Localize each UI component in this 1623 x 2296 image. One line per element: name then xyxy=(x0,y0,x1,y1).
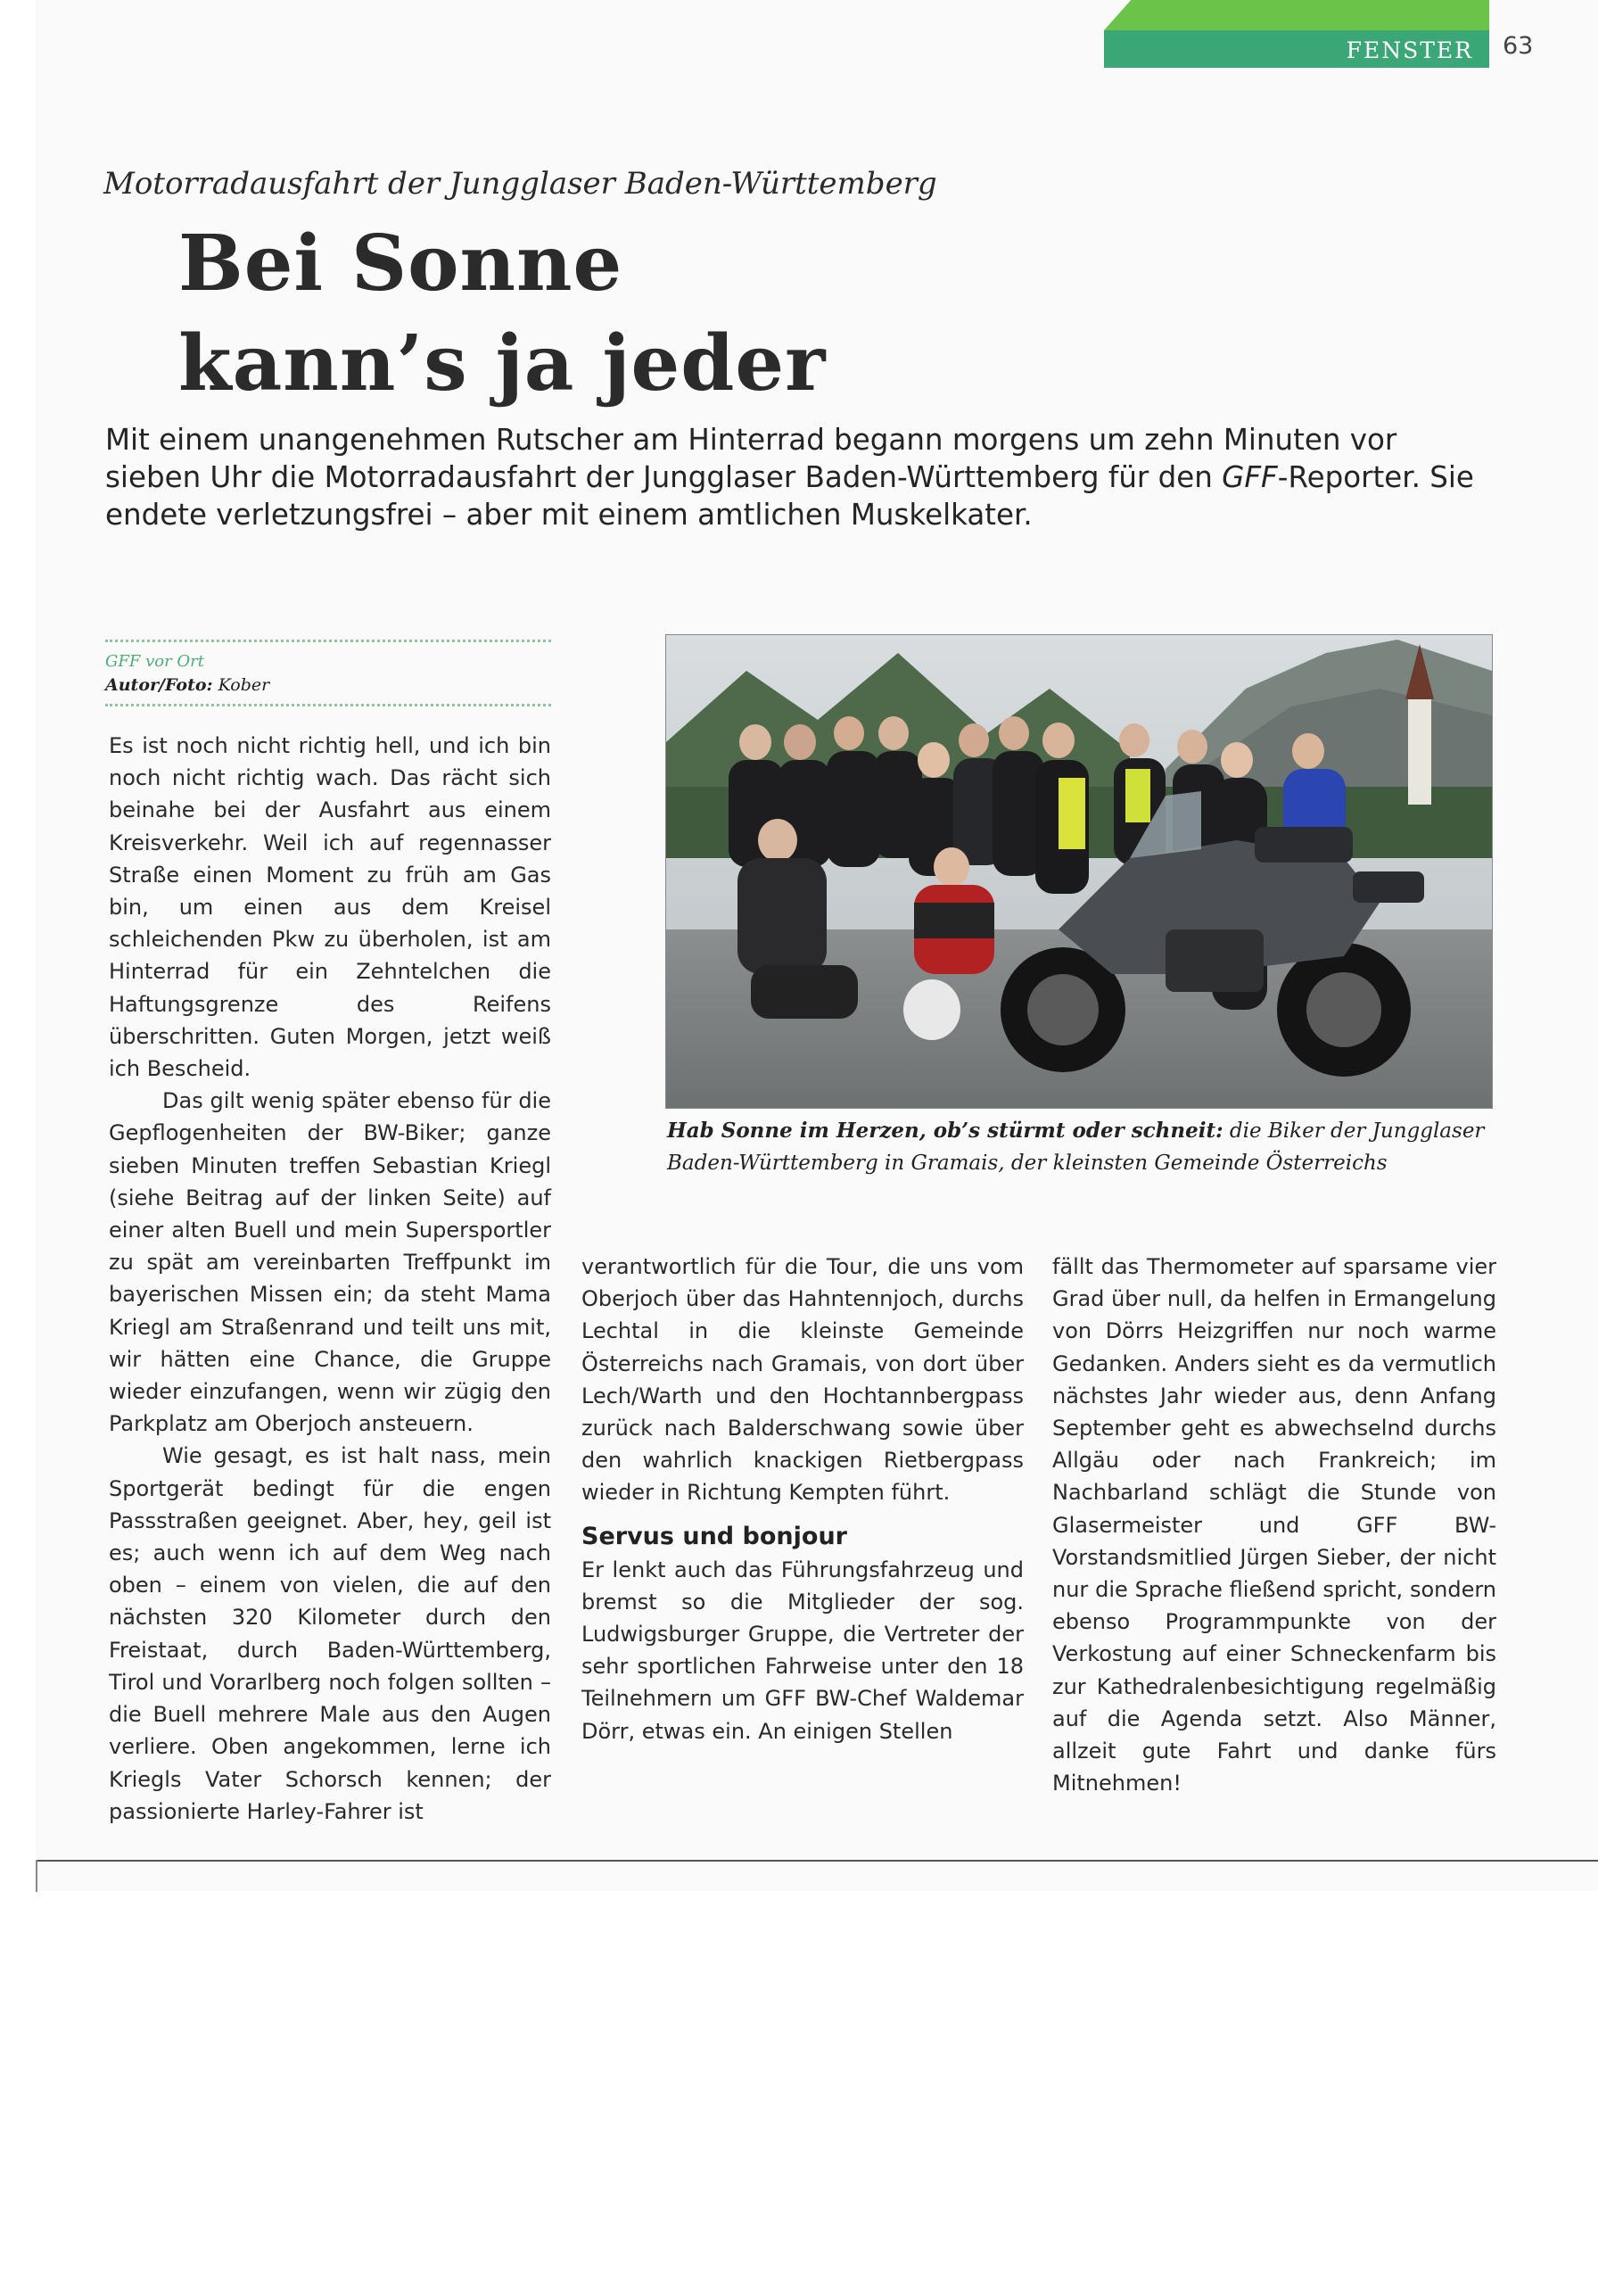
page-number: 63 xyxy=(1503,32,1534,60)
photo-caption xyxy=(667,1115,1487,1179)
body-paragraph: Das gilt wenig später ebenso für die Gepflogenheiten der BW-Biker; ganze sieben Minuten treffen Sebastian Kriegl (siehe Beitrag auf der linken Seite) auf einer alten Buell und mein Supersportler zu spät am vereinbarten Treffpunkt im bayerischen Missen ein; da steht Mama Kriegl am Straßenrand und teilt uns mit, wir hätten eine Chance, die Gruppe wieder einzufangen, wenn wir zügig den Parkplatz am Oberjoch ansteuern. xyxy=(109,1088,551,1437)
article-headline xyxy=(178,214,981,414)
lead-text-1: Mit einem unangenehmen Rutscher am Hinterrad begann morgens um zehn Minuten vor sieben Uhr die Motorradausfahrt der Jungglaser Baden-Württemberg für den xyxy=(105,423,1397,494)
page-corner-mark xyxy=(36,1860,37,1892)
page-bottom-rule xyxy=(36,1860,1598,1862)
section-label: FENSTER xyxy=(1346,37,1473,63)
body-paragraph: Er lenkt auch das Führungsfahrzeug und bremst so die Mitglieder der sog. Ludwigsburger Gruppe, die Vertreter der sehr sportlichen Fahrweise unter den 18 Teilnehmern um GFF BW-Chef Waldemar Dörr, etwas ein. An einigen Stellen xyxy=(581,1557,1024,1744)
section-tab xyxy=(1104,30,1489,68)
body-paragraph: Es ist noch nicht richtig hell, und ich bin noch nicht richtig wach. Das rächt sich beinahe bei der Ausfahrt aus einem Kreisverkehr. Weil ich auf regennasser Straße einen Moment zu früh am Gas bin, um einen aus dem Kreisel schleichenden Pkw zu überholen, ist am Hinterrad für ein Zehntelchen die Haftungsgrenze des Reifens überschritten. Guten Morgen, jetzt weiß ich Bescheid. xyxy=(109,733,551,1082)
body-column-3 xyxy=(1052,1251,1496,1799)
bikers-group-photo-icon xyxy=(666,635,1492,1108)
byline-divider-bottom xyxy=(105,704,551,706)
caption-text: die Biker der Jungglaser Baden-Württemberg in Gramais, der kleinsten Gemeinde Österreichs xyxy=(667,1119,1485,1175)
article-photo xyxy=(665,634,1493,1109)
article-lead xyxy=(105,421,1496,533)
body-paragraph: verantwortlich für die Tour, die uns vom Oberjoch über das Hahntennjoch, durchs Lechtal in die kleinste Gemeinde Österreichs nach Gramais, von dort über Lech/Warth und den Hochtannbergpass zurück nach Balderschwang sowie über den wahrlich knackigen Rietbergpass wieder in Richtung Kempten führt. xyxy=(581,1254,1024,1506)
body-paragraph: Wie gesagt, es ist halt nass, mein Sportgerät bedingt für die engen Passstraßen geeignet. Aber, hey, geil ist es; auch wenn ich auf dem Weg nach oben – einem von vielen, die auf den nächsten 320 Kilometer durch den Freistaat, durch Baden-Württemberg, Tirol und Vorarlberg noch folgen sollten – die Buell mehrere Male aus den Augen verliere. Oben angekommen, lerne ich Kriegls Vater Schorsch kennen; der passionierte Harley-Fahrer ist xyxy=(109,1443,551,1824)
section-tab-accent xyxy=(1104,0,1489,30)
article-overline: Motorradausfahrt der Jungglaser Baden-Württemberg xyxy=(103,166,937,202)
lead-text-2: -Reporter. Sie endete verletzungsfrei – aber mit einem amtlichen Muskelkater. xyxy=(105,460,1474,532)
lead-italic: GFF xyxy=(1222,460,1278,494)
body-column-1 xyxy=(109,730,551,1828)
byline-label: Autor/Foto: xyxy=(105,675,213,695)
byline-author xyxy=(105,675,269,695)
byline-divider-top xyxy=(105,640,551,642)
byline-section: GFF vor Ort xyxy=(105,652,205,671)
headline-line-2: kann’s ja jeder xyxy=(178,318,827,409)
byline-name: Kober xyxy=(212,675,270,695)
subheading: Servus und bonjour xyxy=(581,1522,847,1550)
body-paragraph: fällt das Thermometer auf sparsame vier Grad über null, da helfen in Ermangelung von Dörrs Heizgriffen nur noch warme Gedanken. Anders sieht es da vermutlich nächstes Jahr wieder aus, denn Anfang September geht es abwechselnd durchs Allgäu oder nach Frankreich; im Nachbarland schlägt die Stunde von Glasermeister und GFF BW-Vorstandsmitlied Jürgen Sieber, der nicht nur die Sprache fließend spricht, sondern ebenso Programmpunkte von der Verkostung auf einer Schneckenfarm bis zur Kathedralenbesichtigung regelmäßig auf die Agenda setzt. Also Männer, allzeit gute Fahrt und danke fürs Mitnehmen! xyxy=(1052,1254,1496,1796)
caption-bold: Hab Sonne im Herzen, ob’s stürmt oder schneit: xyxy=(667,1119,1223,1143)
headline-line-1: Bei Sonne xyxy=(178,219,623,309)
body-column-2 xyxy=(581,1251,1024,1747)
